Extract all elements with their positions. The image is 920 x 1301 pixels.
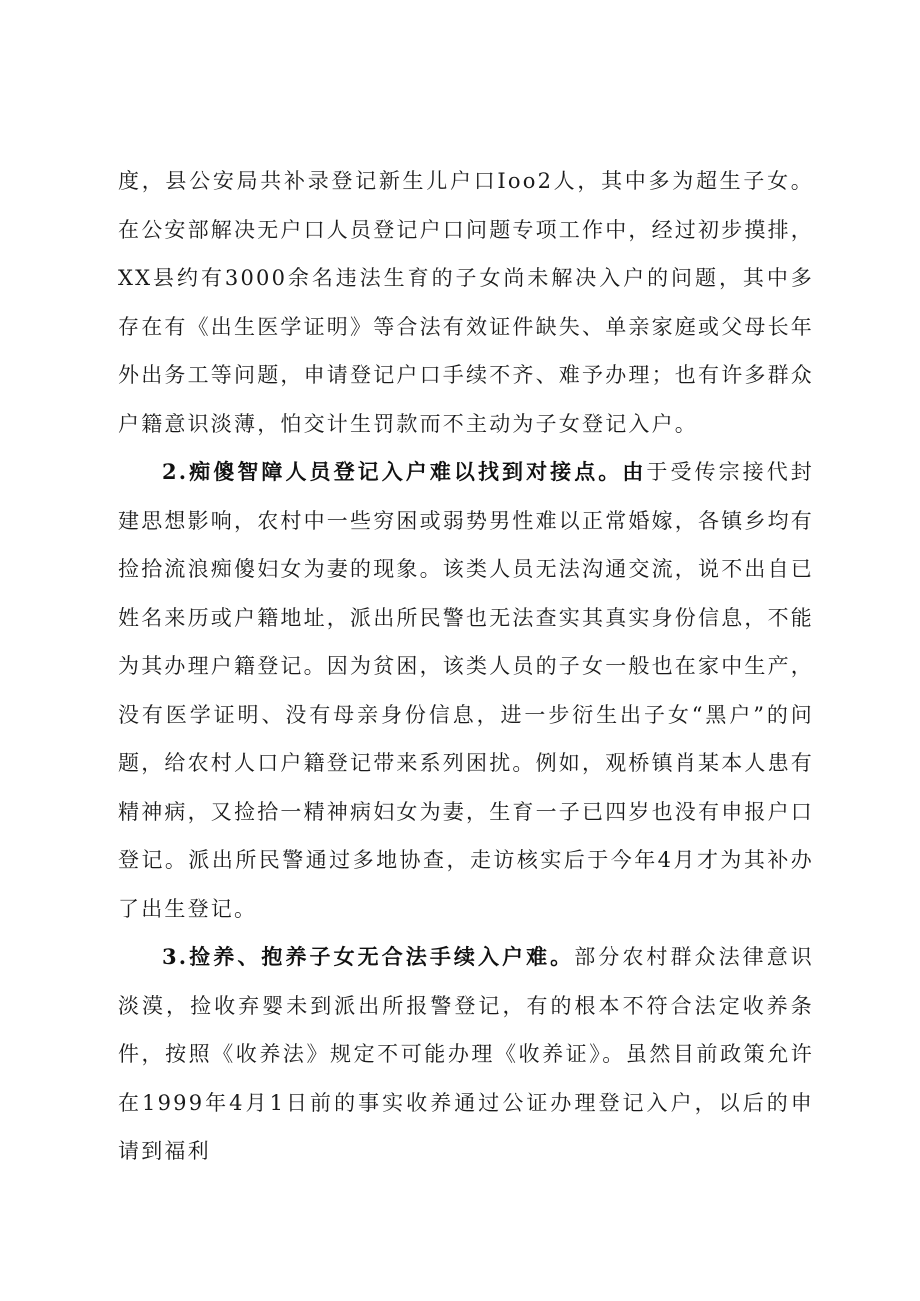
paragraph-3-heading: 3.捡养、抱养子女无合法手续入户难。 xyxy=(162,944,575,969)
paragraph-3 xyxy=(118,933,814,1176)
paragraph-2-heading: 2.痴傻智障人员登记入户难以找到对接点。由 xyxy=(162,459,647,484)
document-body xyxy=(118,157,814,1176)
paragraph-1 xyxy=(118,157,814,448)
paragraph-1-text: 度，县公安局共补录登记新生儿户口Ioo2人，其中多为超生子女。在公安部解决无户口人员登记户口问题专项工作中，经过初步摸排，XX县约有3000余名违法生育的子女尚未解决入户的问题，其中多存在有《出生医学证明》等合法有效证件缺失、单亲家庭或父母长年外出务工等问题，申请登记户口手续不齐、难予办理；也有许多群众户籍意识淡薄，怕交计生罚款而不主动为子女登记入户。 xyxy=(118,169,814,436)
paragraph-3-text: 部分农村群众法律意识淡漠，捡收弃婴未到派出所报警登记，有的根本不符合法定收养条件，按照《收养法》规定不可能办理《收养证》。虽然目前政策允许在1999年4月1日前的事实收养通过公证办理登记入户，以后的申请到福利 xyxy=(118,945,814,1163)
paragraph-2 xyxy=(118,448,814,933)
paragraph-2-text: 于受传宗接代封建思想影响，农村中一些穷困或弱势男性难以正常婚嫁，各镇乡均有捡拾流浪痴傻妇女为妻的现象。该类人员无法沟通交流，说不出自已姓名来历或户籍地址，派出所民警也无法查实其真实身份信息，不能为其办理户籍登记。因为贫困，该类人员的子女一般也在家中生产，没有医学证明、没有母亲身份信息，进一步衍生出子女“黑户”的问题，给农村人口户籍登记带来系列困扰。例如，观桥镇肖某本人患有精神病，又捡拾一精神病妇女为妻，生育一子已四岁也没有申报户口登记。派出所民警通过多地协查，走访核实后于今年4月才为其补办了出生登记。 xyxy=(118,460,814,921)
